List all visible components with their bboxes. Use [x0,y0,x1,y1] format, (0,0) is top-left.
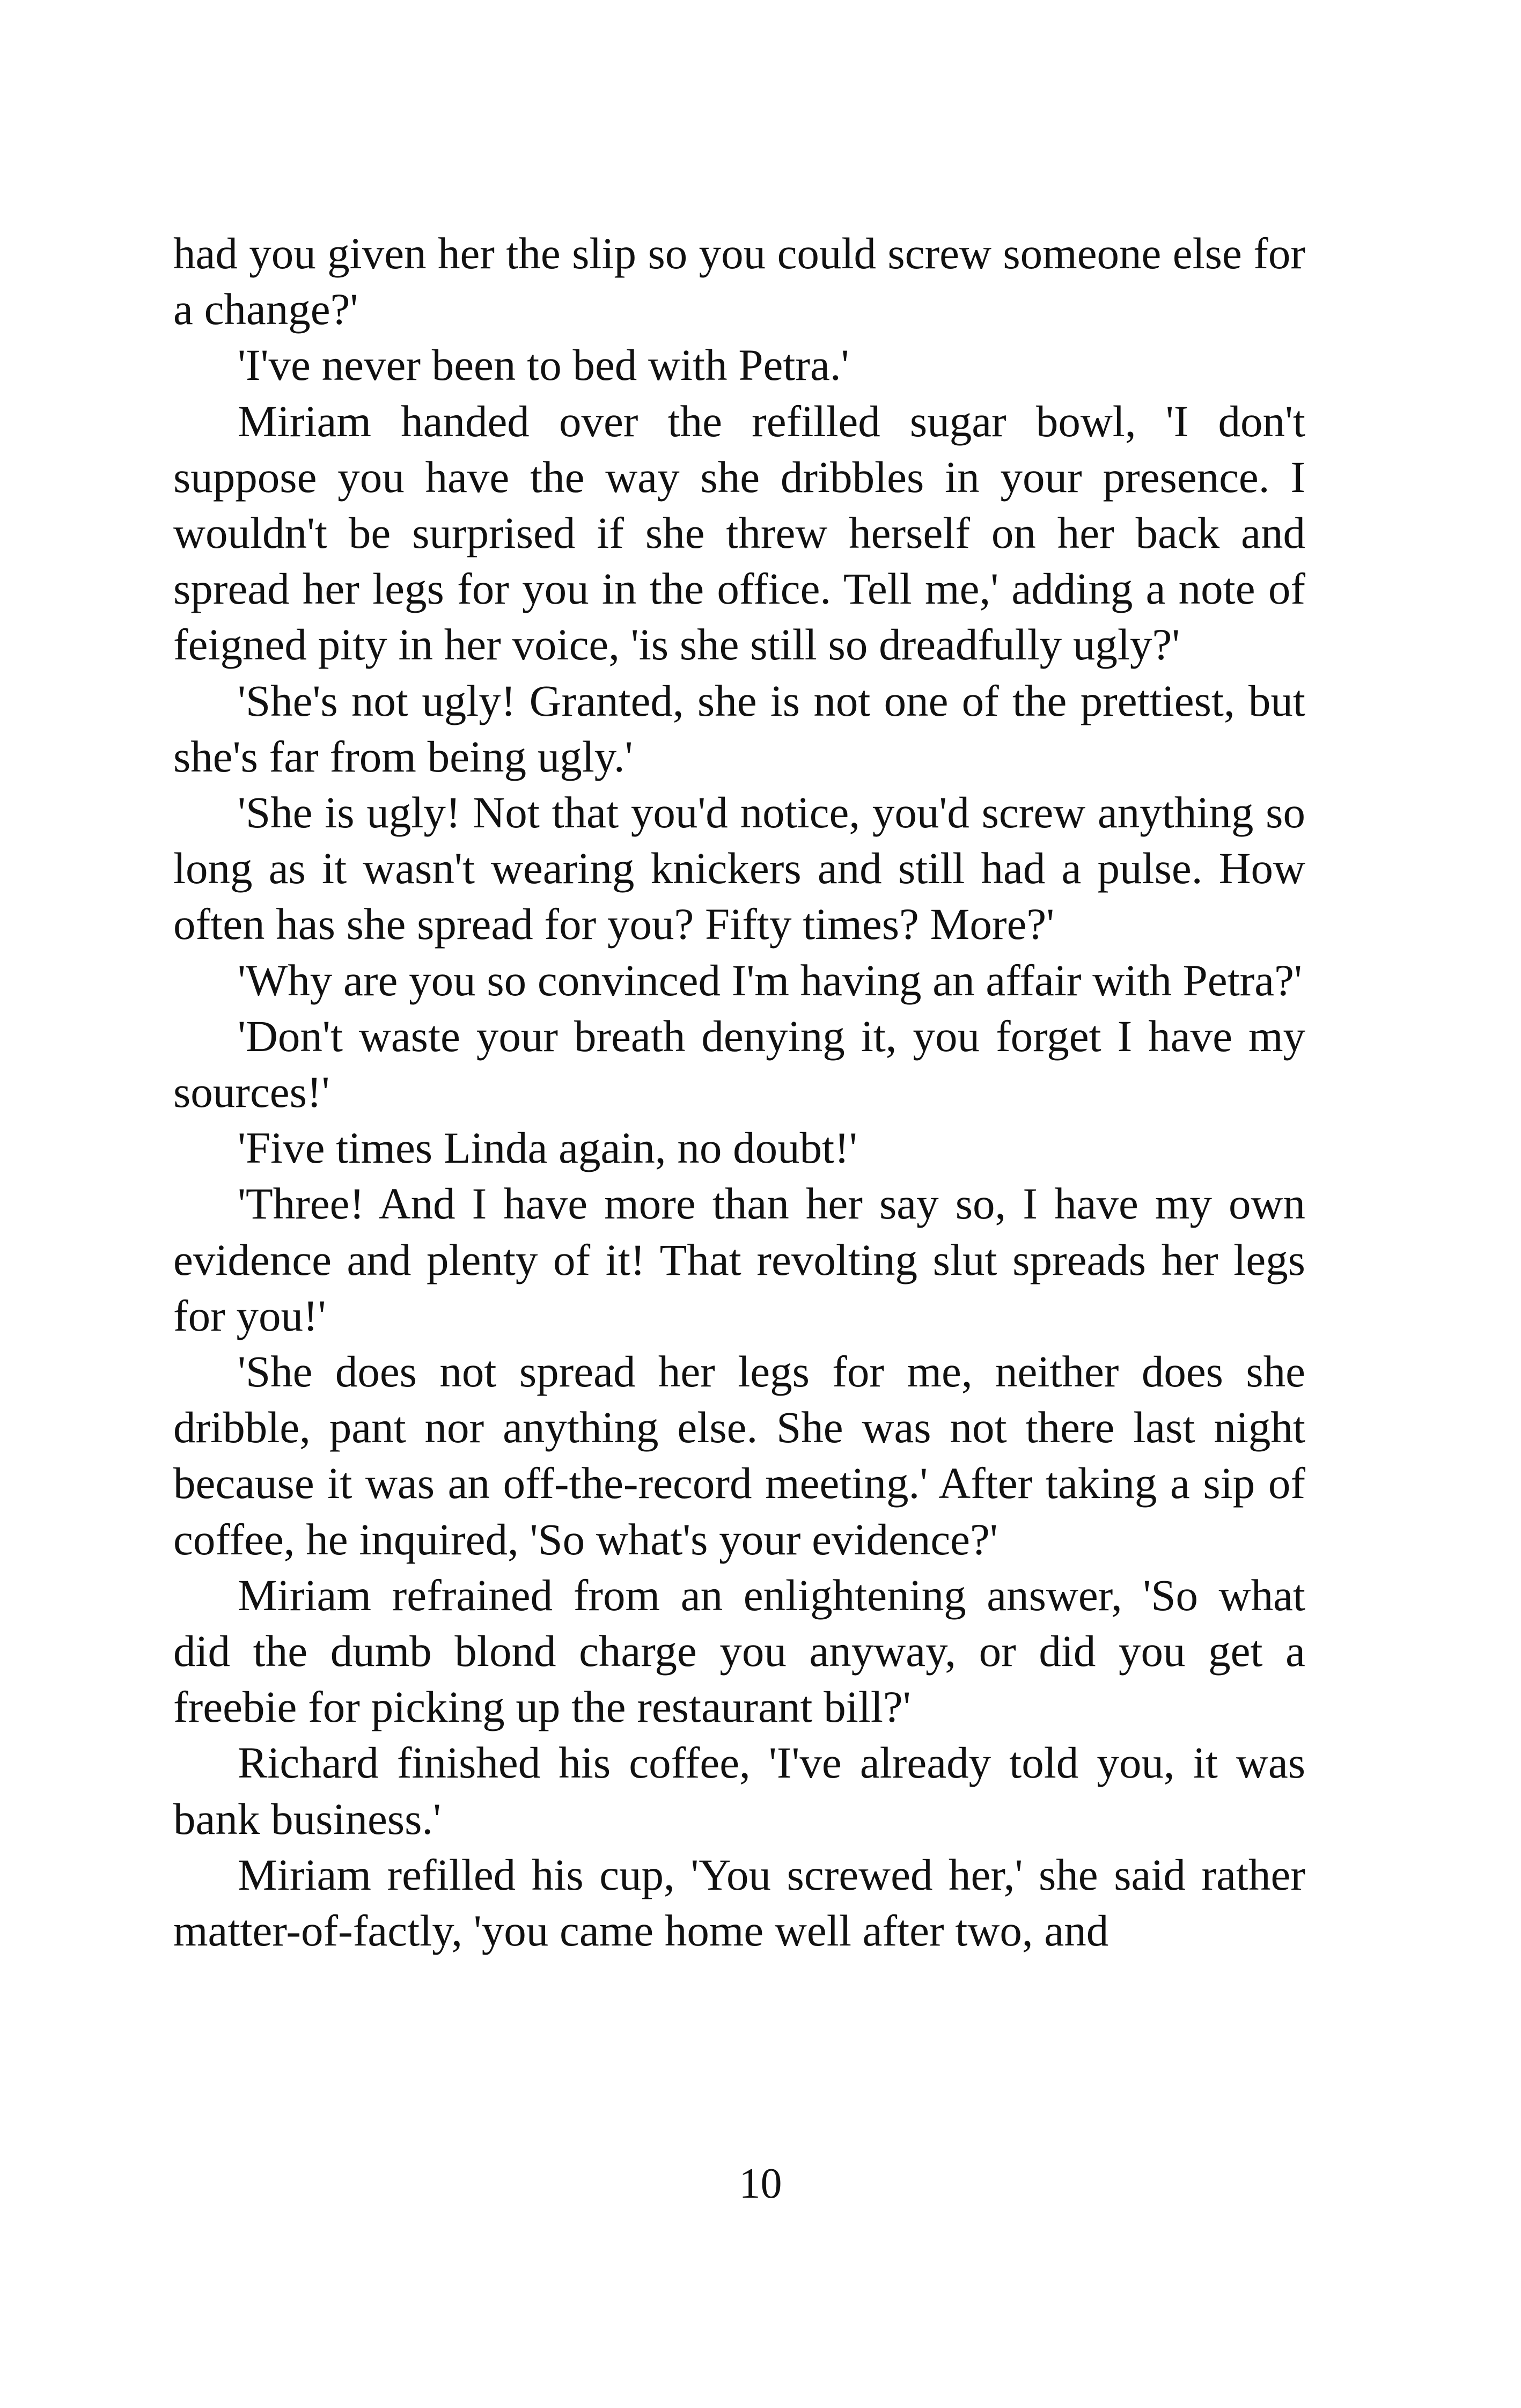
paragraph: 'Three! And I have more than her say so, I have my own evidence and plenty of it! That revolting slut spreads her legs for you!' [173,1179,1305,1340]
paragraph: 'She does not spread her legs for me, neither does she dribble, pant nor anything else. She was not there last night because it was an off-the-record meeting.' After taking a sip of coffee, he inquired, 'So what's your evidence?' [173,1347,1305,1564]
paragraph: had you given her the slip so you could screw someone else for a change?' [173,229,1305,334]
paragraph: Miriam handed over the refilled sugar bowl, 'I don't suppose you have the way she dribbles in your presence. I wouldn't be surprised if she threw herself on her back and spread her legs for you in the office. Tell me,' adding a note of feigned pity in her voice, 'is she still so dreadfully ugly?' [173,396,1305,670]
paragraph: 'Why are you so convinced I'm having an affair with Petra?' [238,955,1302,1005]
paragraph: 'I've never been to bed with Petra.' [238,340,849,390]
paragraph: Richard finished his coffee, 'I've already told you, it was bank business.' [173,1738,1305,1844]
paragraph: 'Don't waste your breath denying it, you forget I have my sources!' [173,1011,1305,1117]
paragraph: 'Five times Linda again, no doubt!' [238,1123,857,1173]
paragraph: 'She's not ugly! Granted, she is not one of the prettiest, but she's far from being ugly.' [173,676,1305,781]
page-number: 10 [739,2160,782,2207]
body-text [173,225,1305,1958]
paragraph: Miriam refrained from an enlightening answer, 'So what did the dumb blond charge you anyway, or did you get a freebie for picking up the restaurant bill?' [173,1570,1305,1732]
paragraph: Miriam refilled his cup, 'You screwed her,' she said rather matter-of-factly, 'you came home well after two, and [173,1849,1305,1956]
paragraph: 'She is ugly! Not that you'd notice, you'd screw anything so long as it wasn't wearing knickers and still had a pulse. How often has she spread for you? Fifty times? More?' [173,788,1305,949]
